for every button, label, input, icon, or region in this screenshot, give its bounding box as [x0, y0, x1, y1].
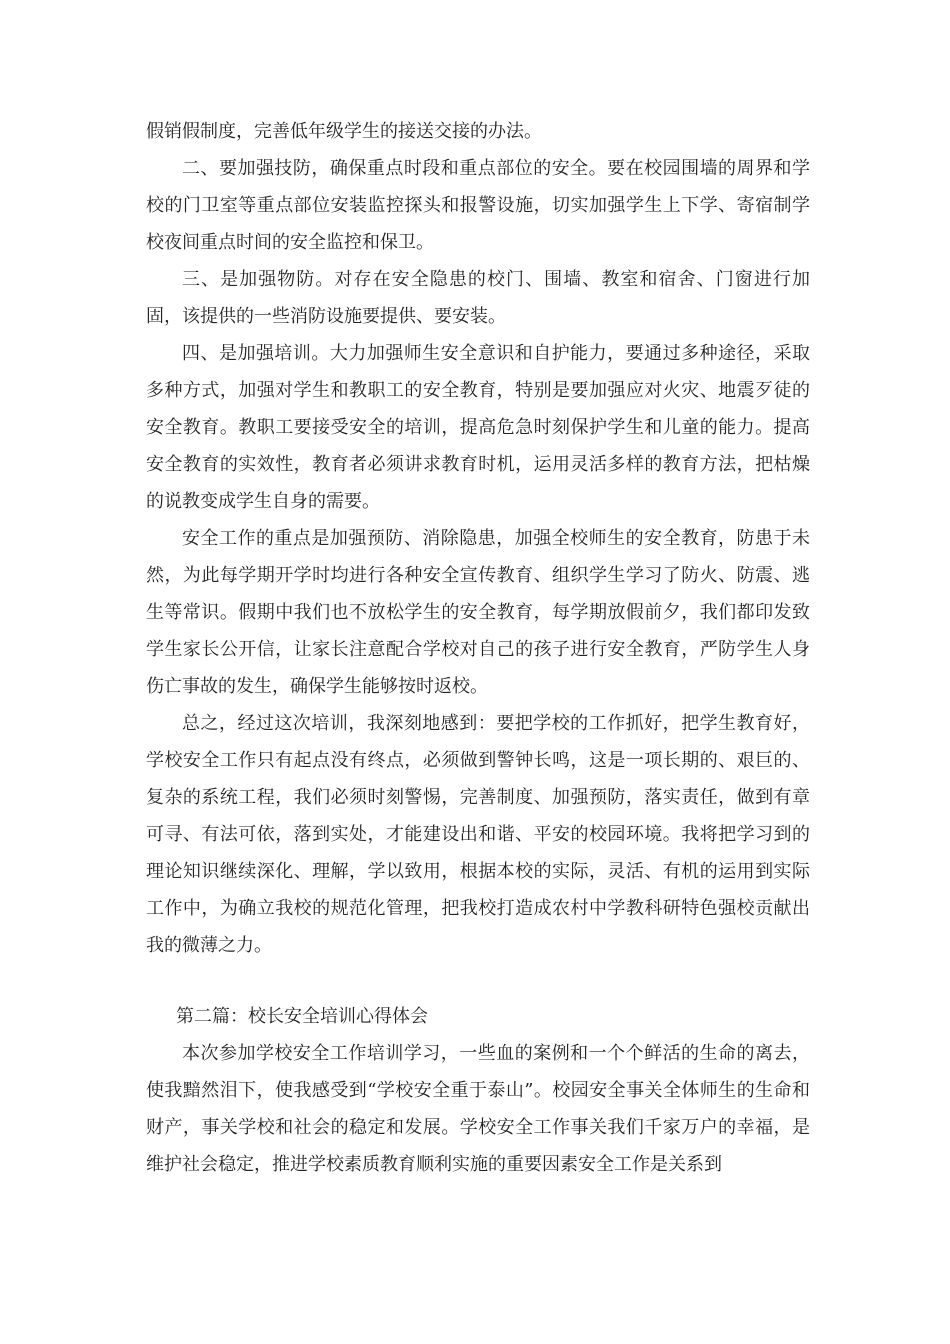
paragraph-conclusion: 总之，经过这次培训，我深刻地感到：要把学校的工作抓好，把学生教育好，学校安全工作只有起点没有终点，必须做到警钟长鸣，这是一项长期的、艰巨的、复杂的系统工程，我们必须时刻警惕，完善制度、加强预防，落实责任，做到有章可寻、有法可依，落到实处，才能建设出和谐、平安的校园环境。我将把学习到的理论知识继续深化、理解，学以致用，根据本校的实际，灵活、有机的运用到实际工作中，为确立我校的规范化管理，把我校打造成农村中学教科研特色强校贡献出我的微薄之力。	[146, 713, 810, 956]
paragraph-tech-defense: 二、要加强技防，确保重点时段和重点部位的安全。要在校园围墙的周界和学校的门卫室等重点部位安装监控探头和报警设施，切实加强学生上下学、寄宿制学校夜间重点时间的安全监控和保卫。	[146, 158, 810, 253]
paragraph-continuation: 假销假制度，完善低年级学生的接送交接的办法。	[146, 121, 542, 142]
document-body	[146, 113, 810, 1183]
section-title: 第二篇：校长安全培训心得体会	[176, 1006, 428, 1027]
paragraph-physical-defense: 三、是加强物防。对存在安全隐患的校门、围墙、教室和宿舍、门窗进行加固，该提供的一些消防设施要提供、要安装。	[146, 269, 810, 327]
paragraph-training: 四、是加强培训。大力加强师生安全意识和自护能力，要通过多种途径，采取多种方式，加强对学生和教职工的安全教育，特别是要加强应对火灾、地震歹徒的安全教育。教职工要接受安全的培训，提高危急时刻保护学生和儿童的能力。提高安全教育的实效性，教育者必须讲求教育时机，运用灵活多样的教育方法，把枯燥的说教变成学生自身的需要。	[146, 343, 810, 512]
paragraph-section2-intro: 本次参加学校安全工作培训学习，一些血的案例和一个个鲜活的生命的离去，使我黯然泪下，使我感受到“学校安全重于泰山”。校园安全事关全体师生的生命和财产，事关学校和社会的稳定和发展。学校安全工作事关我们千家万户的幸福，是维护社会稳定，推进学校素质教育顺利实施的重要因素安全工作是关系到	[146, 1043, 810, 1175]
paragraph-safety-focus: 安全工作的重点是加强预防、消除隐患，加强全校师生的安全教育，防患于未然，为此每学期开学时均进行各种安全宣传教育、组织学生学习了防火、防震、逃生等常识。假期中我们也不放松学生的安全教育，每学期放假前夕，我们都印发致学生家长公开信，让家长注意配合学校对自己的孩子进行安全教育，严防学生人身伤亡事故的发生，确保学生能够按时返校。	[146, 528, 810, 697]
